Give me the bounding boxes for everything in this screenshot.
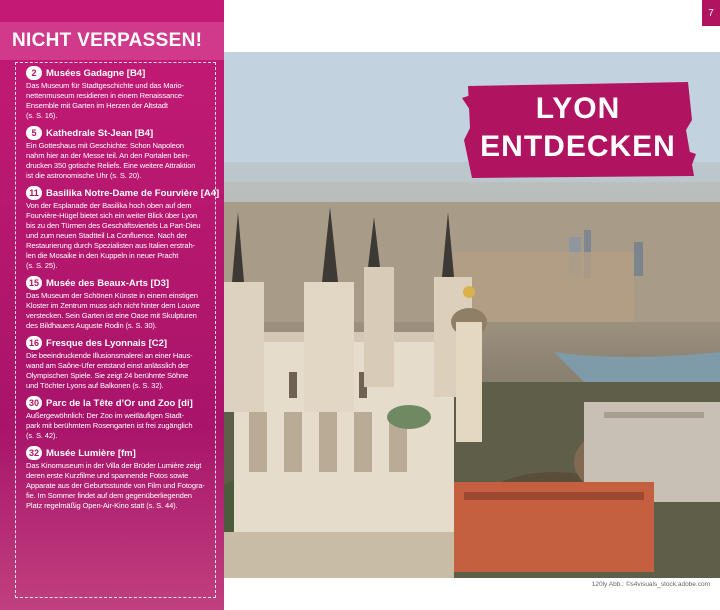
entry-title: Fresque des Lyonnais [C2] xyxy=(46,337,168,349)
entry-title: Musée Lumière [fm] xyxy=(46,447,136,459)
highlight-entry xyxy=(26,66,214,121)
entry-text-line: Die beeindruckende Illusionsmalerei an einer Haus- xyxy=(26,351,193,360)
entry-text-line: deren erste Kurzfilme und spannende Fotos sowie xyxy=(26,471,189,480)
entry-title: Parc de la Tête d’Or und Zoo [di] xyxy=(46,397,193,409)
photo-credit: 120ly Abb.: ©s4visuals_stock.adobe.com xyxy=(591,581,710,588)
entry-header xyxy=(26,276,214,290)
entry-number-badge: 30 xyxy=(26,396,42,410)
entry-header xyxy=(26,126,214,140)
entry-text-line: len die Mosaike in den Kuppeln in neuer Pracht xyxy=(26,251,179,260)
entry-text-line: und Töchter Lyons auf Balkonen (s. S. 32). xyxy=(26,381,164,390)
entry-number-badge: 5 xyxy=(26,126,42,140)
entry-text-line: Das Kinomuseum in der Villa der Brüder Lumière zeigt xyxy=(26,461,202,470)
entry-header xyxy=(26,186,220,200)
entry-text-line: des Bildhauers Auguste Rodin (s. S. 30). xyxy=(26,321,157,330)
highlight-entry xyxy=(26,276,214,331)
entry-number-badge: 2 xyxy=(26,66,42,80)
title-line-lyon: LYON xyxy=(535,92,621,125)
entry-text-line: Ensemble mit Garten im Herzen der Altstadt xyxy=(26,101,168,110)
entry-text-line: Apparate aus der Geburtsstunde von Film und Fotogra- xyxy=(26,481,205,490)
entry-text-line: (s. S. 25). xyxy=(26,261,58,270)
entry-text-line: (s. S. 42). xyxy=(26,431,58,440)
title-stamp xyxy=(460,80,696,180)
entry-text-line: Außergewöhnlich: Der Zoo im weitläufigen Stadt- xyxy=(26,411,184,420)
highlight-entry xyxy=(26,336,214,391)
entry-text-line: (s. S. 16). xyxy=(26,111,58,120)
entry-text-line: und zum neuen Stadtteil La Confluence. Nach der xyxy=(26,231,187,240)
entry-text-line: Restaurierung durch Spezialisten aus Italien erstrah- xyxy=(26,241,195,250)
entry-title: Musée des Beaux-Arts [D3] xyxy=(46,277,170,289)
entry-text-line: Von der Esplanade der Basilika hoch oben auf dem xyxy=(26,201,192,210)
sidebar-heading: NICHT VERPASSEN! xyxy=(0,22,224,60)
entry-text-line: Platz regelmäßig Open-Air-Kino statt (s. S. 44). xyxy=(26,501,178,510)
entry-title: Kathedrale St-Jean [B4] xyxy=(46,127,154,139)
entry-text-line: Olympischen Spiele. Sie zeigt 24 berühmte Söhne xyxy=(26,371,189,380)
entry-text-line: verstecken. Sein Garten ist eine Oase mit Skulpturen xyxy=(26,311,197,320)
entry-text-line: Ein Gotteshaus mit Geschichte: Schon Napoleon xyxy=(26,141,184,150)
entry-number-badge: 16 xyxy=(26,336,42,350)
highlight-list xyxy=(26,66,220,516)
entry-header xyxy=(26,66,214,80)
entry-number-badge: 15 xyxy=(26,276,42,290)
entry-header xyxy=(26,396,214,410)
entry-text-line: bis zu den Türmen des Geschäftsviertels La Part-Dieu xyxy=(26,221,201,230)
entry-text-line: Kloster im Zentrum muss sich nicht hinter dem Louvre xyxy=(26,301,200,310)
entry-text-line: fie. Im Sommer findet auf dem gegenüberliegenden xyxy=(26,491,192,500)
entry-title: Musées Gadagne [B4] xyxy=(46,67,146,79)
highlight-entry xyxy=(26,396,214,441)
entry-number-badge: 32 xyxy=(26,446,42,460)
entry-text-line: ist die astronomische Uhr (s. S. 20). xyxy=(26,171,142,180)
highlight-entry xyxy=(26,126,214,181)
entry-text-line: park mit berühmtem Rosengarten ist frei zugänglich xyxy=(26,421,193,430)
entry-number-badge: 11 xyxy=(26,186,42,200)
entry-header xyxy=(26,446,214,460)
entry-text-line: Das Museum für Stadtgeschichte und das Mario- xyxy=(26,81,184,90)
entry-text-line: Fourvière-Hügel bietet sich ein weiter Blick über Lyon xyxy=(26,211,197,220)
entry-header xyxy=(26,336,214,350)
entry-text-line: Das Museum der Schönen Künste in einem einstigen xyxy=(26,291,198,300)
highlight-entry xyxy=(26,446,214,511)
entry-title: Basilika Notre-Dame de Fourvière [A4] xyxy=(46,187,220,199)
entry-text-line: nahm hier an der Messe teil. An den Portalen bein- xyxy=(26,151,190,160)
entry-text-line: nettenmuseum residieren in einem Renaissance- xyxy=(26,91,185,100)
highlight-entry xyxy=(26,186,220,271)
page-number: 7 xyxy=(702,0,720,26)
entry-text-line: drucken 350 gotische Reliefs. Eine weitere Attraktion xyxy=(26,161,196,170)
title-line-entdecken: ENTDECKEN xyxy=(480,130,676,163)
entry-text-line: wand am Saône-Ufer entstand einst anlässlich der xyxy=(26,361,189,370)
